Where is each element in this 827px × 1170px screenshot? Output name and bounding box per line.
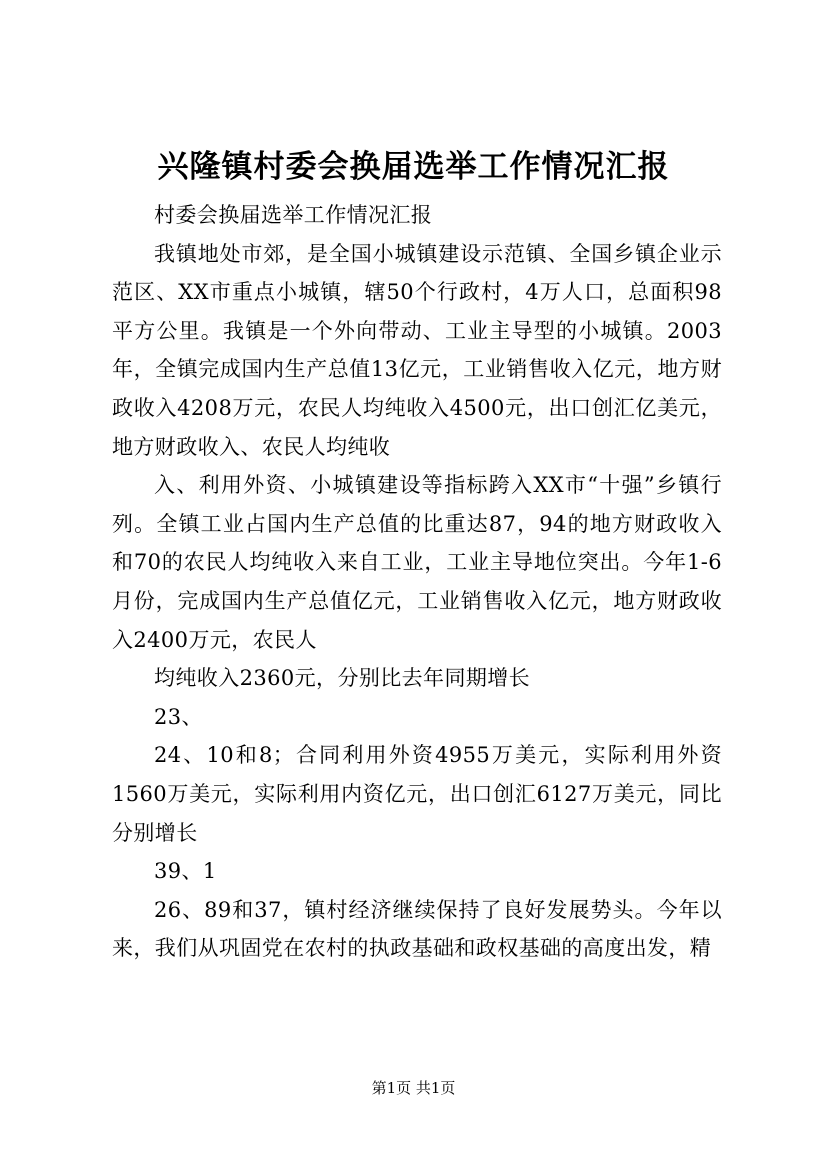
paragraph-2: 入、利用外资、小城镇建设等指标跨入XX市“十强”乡镇行列。全镇工业占国内生产总值的比重达87，94的地方财政收入和70的农民人均纯收入来自工业，工业主导地位突出。今年1-6月份，完成国内生产总值亿元，工业销售收入亿元，地方财政收入2400万元，农民人 — [112, 473, 722, 652]
paragraph-3: 均纯收入2360元，分别比去年同期增长 — [154, 666, 531, 691]
document-title: 兴隆镇村委会换届选举工作情况汇报 — [157, 149, 670, 185]
paragraph-subtitle: 村委会换届选举工作情况汇报 — [154, 203, 433, 227]
paragraph-6: 39、1 — [154, 859, 217, 884]
paragraph-4: 23、 — [154, 704, 203, 729]
document-body — [112, 196, 722, 968]
paragraph-7: 26、89和37，镇村经济继续保持了良好发展势头。今年以来，我们从巩固党在农村的执政基础和政权基础的高度出发，精 — [112, 897, 722, 961]
paragraph-1: 我镇地处市郊，是全国小城镇建设示范镇、全国乡镇企业示范区、XX市重点小城镇，辖50个行政村，4万人口，总面积98平方公里。我镇是一个外向带动、工业主导型的小城镇。2003年，全镇完成国内生产总值13亿元，工业销售收入亿元，地方财政收入4208万元，农民人均纯收入4500元，出口创汇亿美元，地方财政收入、农民人均纯收 — [112, 241, 722, 459]
paragraph-5: 24、10和8；合同利用外资4955万美元，实际利用外资1560万美元，实际利用内资亿元，出口创汇6127万美元，同比分别增长 — [112, 743, 722, 845]
page-number-footer: 第1页 共1页 — [371, 1079, 456, 1097]
